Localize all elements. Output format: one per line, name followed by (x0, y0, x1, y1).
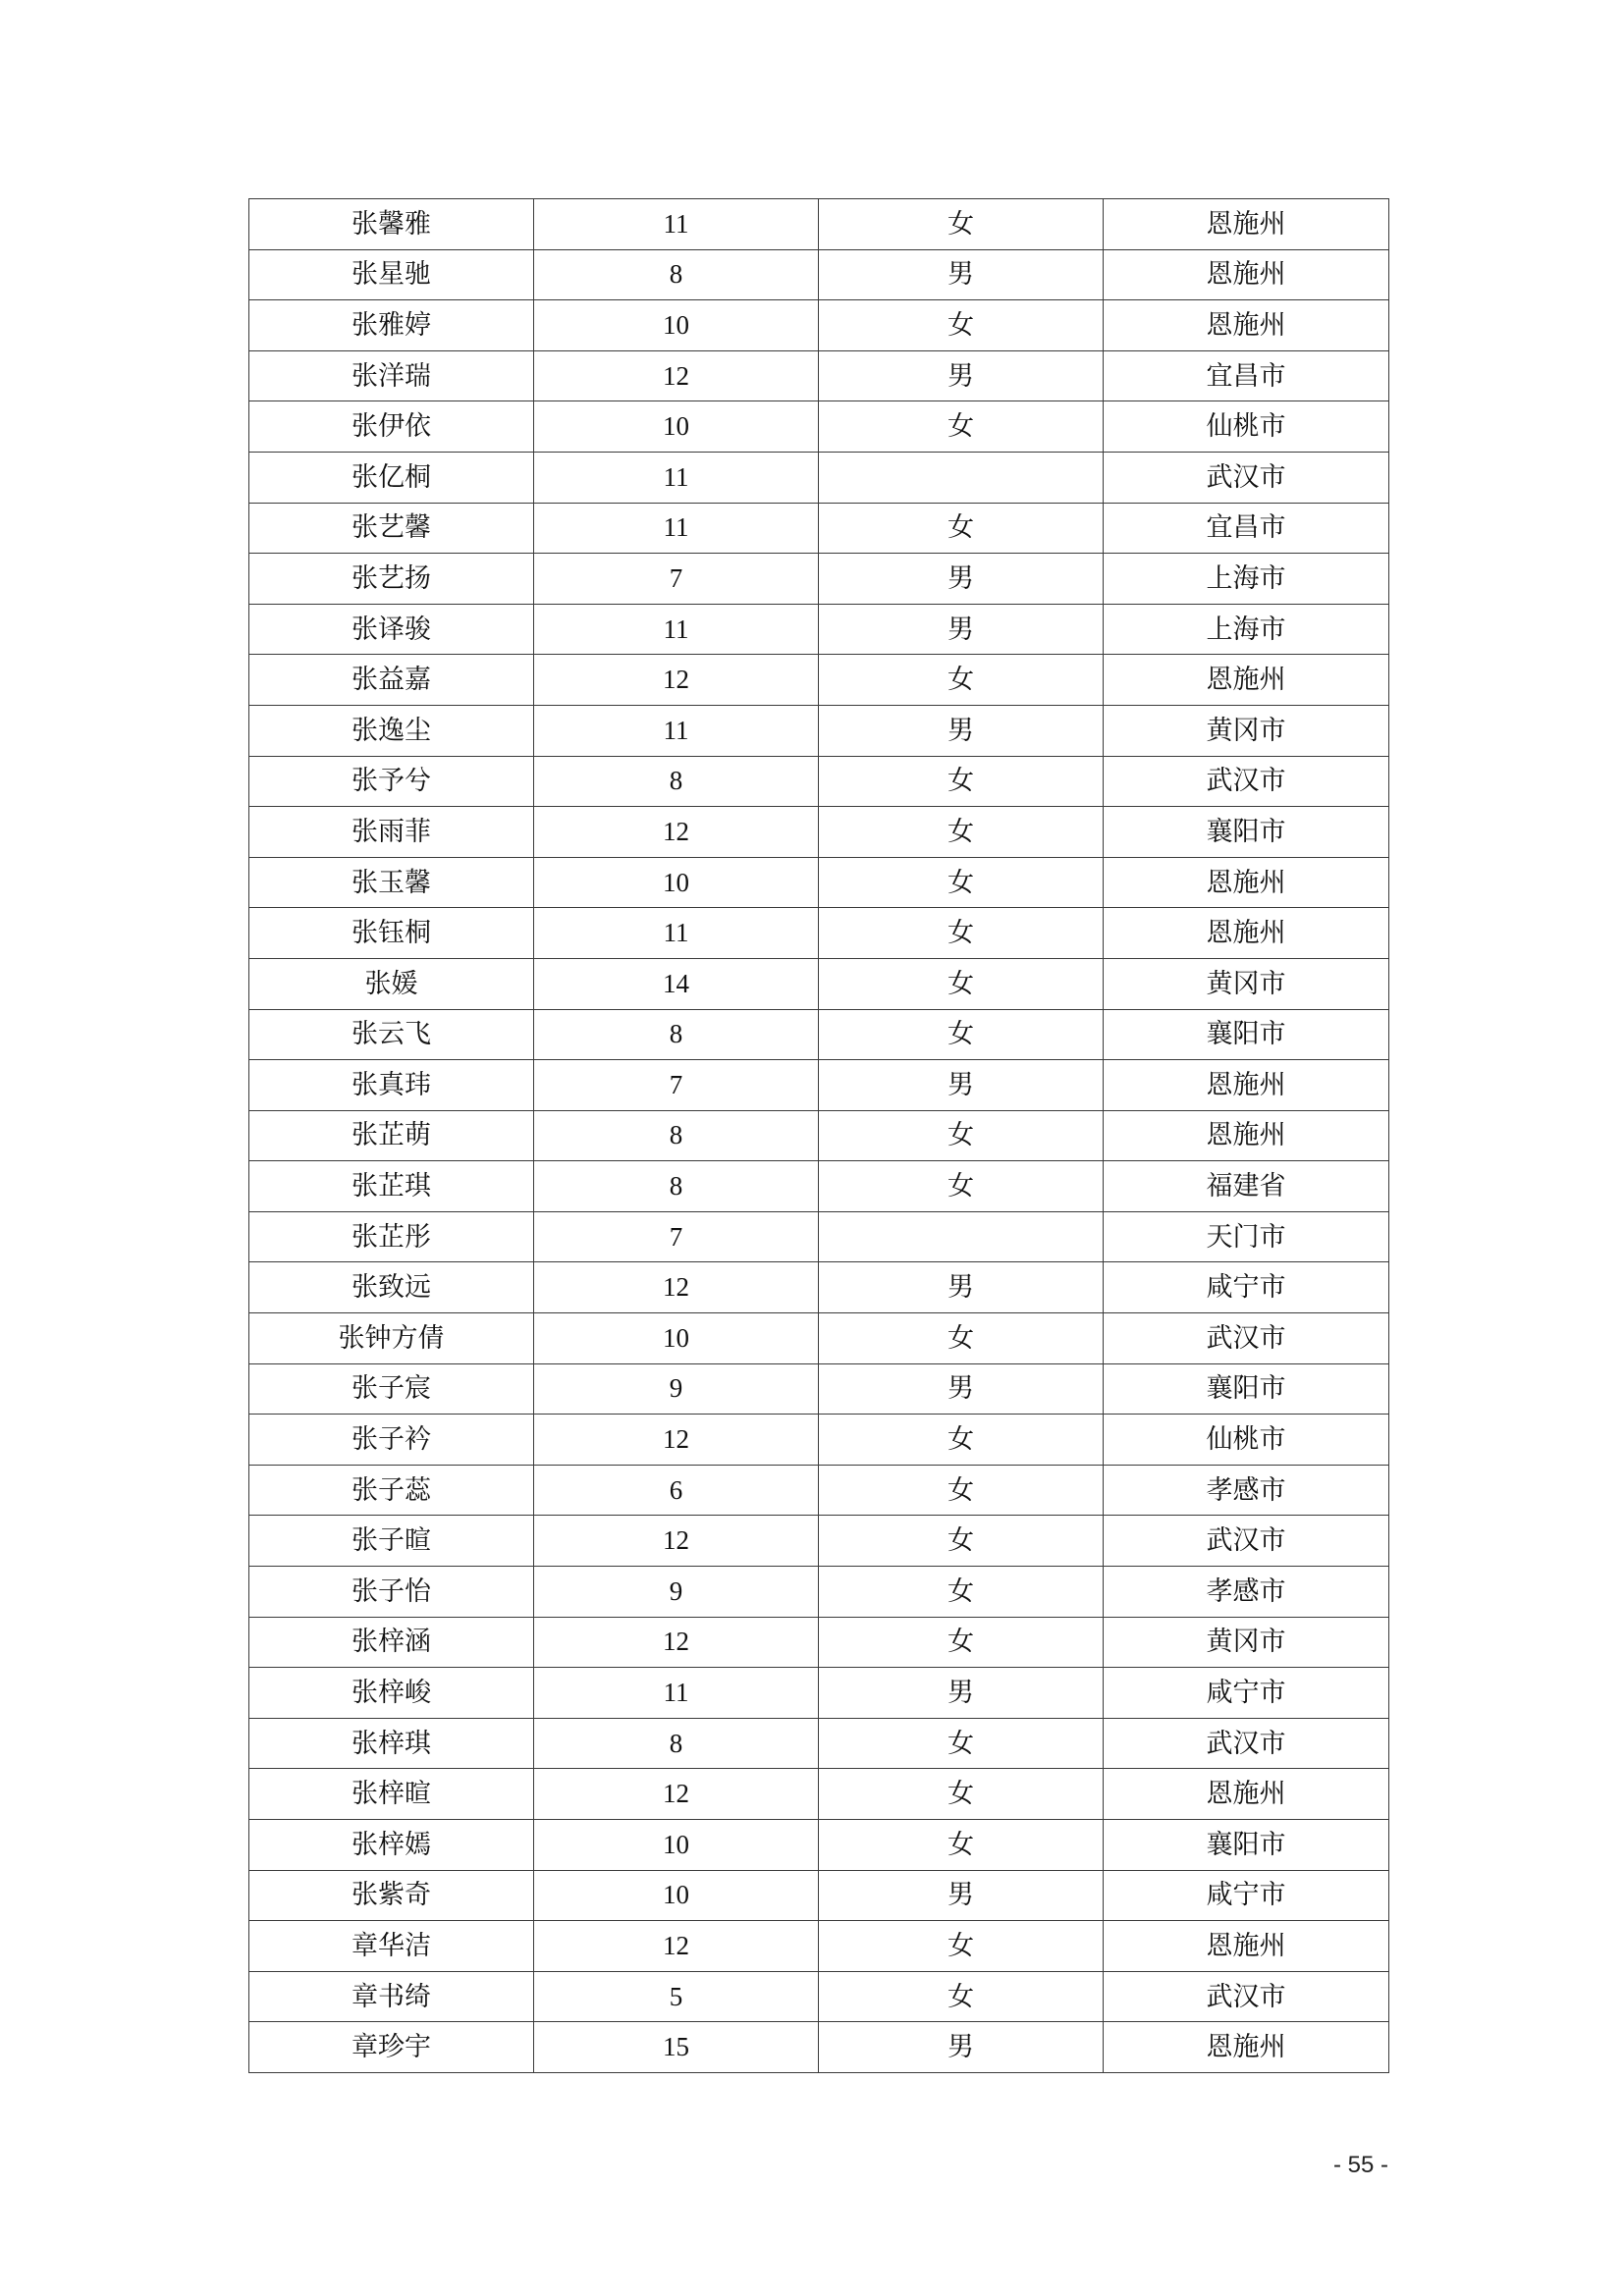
region-cell: 武汉市 (1104, 1313, 1389, 1364)
name-cell: 张星驰 (249, 249, 534, 300)
gender-cell: 女 (819, 1820, 1104, 1871)
region-cell: 武汉市 (1104, 1718, 1389, 1769)
gender-cell: 女 (819, 807, 1104, 858)
gender-cell: 女 (819, 1313, 1104, 1364)
age-cell: 8 (534, 1110, 819, 1161)
age-cell: 11 (534, 908, 819, 959)
name-cell: 张梓嫣 (249, 1820, 534, 1871)
gender-cell: 女 (819, 1465, 1104, 1516)
roster-table-body (249, 199, 1389, 2073)
region-cell: 恩施州 (1104, 908, 1389, 959)
table-row (249, 1668, 1389, 1719)
name-cell: 张芷彤 (249, 1211, 534, 1262)
gender-cell: 男 (819, 1060, 1104, 1111)
name-cell: 张梓琪 (249, 1718, 534, 1769)
gender-cell: 女 (819, 1415, 1104, 1466)
table-row (249, 908, 1389, 959)
region-cell: 上海市 (1104, 604, 1389, 655)
name-cell: 张逸尘 (249, 705, 534, 756)
table-row (249, 1465, 1389, 1516)
age-cell: 12 (534, 350, 819, 401)
age-cell: 7 (534, 554, 819, 605)
age-cell: 10 (534, 1313, 819, 1364)
name-cell: 张益嘉 (249, 655, 534, 706)
name-cell: 张子暄 (249, 1516, 534, 1567)
age-cell: 12 (534, 1516, 819, 1567)
table-row (249, 1870, 1389, 1921)
table-row (249, 199, 1389, 250)
table-row (249, 705, 1389, 756)
age-cell: 11 (534, 604, 819, 655)
region-cell: 天门市 (1104, 1211, 1389, 1262)
name-cell: 张亿桐 (249, 452, 534, 503)
name-cell: 张子宸 (249, 1363, 534, 1415)
gender-cell: 女 (819, 655, 1104, 706)
gender-cell: 女 (819, 1516, 1104, 1567)
gender-cell: 男 (819, 249, 1104, 300)
name-cell: 张雅婷 (249, 300, 534, 351)
age-cell: 12 (534, 807, 819, 858)
age-cell: 10 (534, 1870, 819, 1921)
age-cell: 12 (534, 1415, 819, 1466)
name-cell: 张译骏 (249, 604, 534, 655)
gender-cell: 女 (819, 300, 1104, 351)
region-cell: 黄冈市 (1104, 705, 1389, 756)
region-cell: 仙桃市 (1104, 1415, 1389, 1466)
age-cell: 12 (534, 1617, 819, 1668)
gender-cell: 女 (819, 1921, 1104, 1972)
age-cell: 6 (534, 1465, 819, 1516)
name-cell: 张真玮 (249, 1060, 534, 1111)
age-cell: 8 (534, 1718, 819, 1769)
gender-cell: 女 (819, 503, 1104, 554)
name-cell: 张伊依 (249, 401, 534, 453)
gender-cell: 男 (819, 554, 1104, 605)
name-cell: 张洋瑞 (249, 350, 534, 401)
name-cell: 章珍宇 (249, 2022, 534, 2073)
age-cell: 10 (534, 857, 819, 908)
gender-cell: 男 (819, 705, 1104, 756)
region-cell: 黄冈市 (1104, 958, 1389, 1009)
gender-cell: 女 (819, 857, 1104, 908)
table-row (249, 1415, 1389, 1466)
name-cell: 张芷萌 (249, 1110, 534, 1161)
name-cell: 张钰桐 (249, 908, 534, 959)
table-row (249, 401, 1389, 453)
gender-cell (819, 452, 1104, 503)
region-cell: 武汉市 (1104, 1516, 1389, 1567)
gender-cell: 女 (819, 908, 1104, 959)
table-row (249, 452, 1389, 503)
page-number: - 55 - (1332, 2152, 1388, 2178)
age-cell: 8 (534, 249, 819, 300)
table-row (249, 655, 1389, 706)
name-cell: 张雨菲 (249, 807, 534, 858)
age-cell: 9 (534, 1363, 819, 1415)
name-cell: 张梓暄 (249, 1769, 534, 1820)
region-cell: 武汉市 (1104, 452, 1389, 503)
region-cell: 孝感市 (1104, 1567, 1389, 1618)
table-row (249, 958, 1389, 1009)
age-cell: 9 (534, 1567, 819, 1618)
age-cell: 10 (534, 300, 819, 351)
gender-cell: 女 (819, 1718, 1104, 1769)
gender-cell: 女 (819, 1769, 1104, 1820)
region-cell: 福建省 (1104, 1161, 1389, 1212)
gender-cell: 女 (819, 1617, 1104, 1668)
region-cell: 恩施州 (1104, 1060, 1389, 1111)
gender-cell: 女 (819, 1567, 1104, 1618)
gender-cell: 女 (819, 401, 1104, 453)
region-cell: 恩施州 (1104, 1921, 1389, 1972)
gender-cell: 男 (819, 1262, 1104, 1313)
region-cell: 襄阳市 (1104, 1363, 1389, 1415)
age-cell: 12 (534, 1262, 819, 1313)
table-row (249, 1060, 1389, 1111)
gender-cell: 女 (819, 1161, 1104, 1212)
gender-cell (819, 1211, 1104, 1262)
region-cell: 咸宁市 (1104, 1668, 1389, 1719)
gender-cell: 女 (819, 199, 1104, 250)
region-cell: 恩施州 (1104, 1110, 1389, 1161)
table-row (249, 1718, 1389, 1769)
table-row (249, 1921, 1389, 1972)
age-cell: 8 (534, 1009, 819, 1060)
table-row (249, 554, 1389, 605)
region-cell: 襄阳市 (1104, 1009, 1389, 1060)
age-cell: 5 (534, 1971, 819, 2022)
age-cell: 8 (534, 1161, 819, 1212)
name-cell: 张梓涵 (249, 1617, 534, 1668)
gender-cell: 男 (819, 1870, 1104, 1921)
age-cell: 10 (534, 401, 819, 453)
region-cell: 恩施州 (1104, 199, 1389, 250)
region-cell: 咸宁市 (1104, 1262, 1389, 1313)
name-cell: 张紫奇 (249, 1870, 534, 1921)
gender-cell: 女 (819, 958, 1104, 1009)
table-row (249, 1009, 1389, 1060)
name-cell: 张钟方倩 (249, 1313, 534, 1364)
gender-cell: 男 (819, 350, 1104, 401)
name-cell: 张子怡 (249, 1567, 534, 1618)
age-cell: 11 (534, 503, 819, 554)
table-row (249, 1363, 1389, 1415)
age-cell: 12 (534, 1769, 819, 1820)
region-cell: 宜昌市 (1104, 503, 1389, 554)
gender-cell: 女 (819, 1971, 1104, 2022)
name-cell: 张艺馨 (249, 503, 534, 554)
age-cell: 12 (534, 1921, 819, 1972)
age-cell: 11 (534, 199, 819, 250)
table-row (249, 756, 1389, 807)
region-cell: 恩施州 (1104, 857, 1389, 908)
gender-cell: 男 (819, 1363, 1104, 1415)
name-cell: 张予兮 (249, 756, 534, 807)
name-cell: 张致远 (249, 1262, 534, 1313)
table-row (249, 807, 1389, 858)
gender-cell: 男 (819, 1668, 1104, 1719)
table-row (249, 1313, 1389, 1364)
name-cell: 张云飞 (249, 1009, 534, 1060)
table-row (249, 2022, 1389, 2073)
table-row (249, 1262, 1389, 1313)
table-row (249, 1110, 1389, 1161)
name-cell: 张梓峻 (249, 1668, 534, 1719)
region-cell: 武汉市 (1104, 1971, 1389, 2022)
region-cell: 宜昌市 (1104, 350, 1389, 401)
age-cell: 11 (534, 1668, 819, 1719)
region-cell: 襄阳市 (1104, 807, 1389, 858)
name-cell: 张子衿 (249, 1415, 534, 1466)
table-row (249, 249, 1389, 300)
table-row (249, 300, 1389, 351)
region-cell: 恩施州 (1104, 300, 1389, 351)
age-cell: 7 (534, 1211, 819, 1262)
table-row (249, 350, 1389, 401)
roster-table-container (248, 198, 1388, 2073)
age-cell: 12 (534, 655, 819, 706)
table-row (249, 1971, 1389, 2022)
name-cell: 张子蕊 (249, 1465, 534, 1516)
age-cell: 11 (534, 705, 819, 756)
roster-table (248, 198, 1389, 2073)
table-row (249, 1516, 1389, 1567)
age-cell: 7 (534, 1060, 819, 1111)
name-cell: 章华洁 (249, 1921, 534, 1972)
name-cell: 张媛 (249, 958, 534, 1009)
region-cell: 恩施州 (1104, 249, 1389, 300)
age-cell: 8 (534, 756, 819, 807)
gender-cell: 男 (819, 2022, 1104, 2073)
region-cell: 孝感市 (1104, 1465, 1389, 1516)
region-cell: 襄阳市 (1104, 1820, 1389, 1871)
gender-cell: 女 (819, 756, 1104, 807)
table-row (249, 1211, 1389, 1262)
region-cell: 上海市 (1104, 554, 1389, 605)
region-cell: 仙桃市 (1104, 401, 1389, 453)
name-cell: 张艺扬 (249, 554, 534, 605)
gender-cell: 女 (819, 1110, 1104, 1161)
name-cell: 张芷琪 (249, 1161, 534, 1212)
table-row (249, 1769, 1389, 1820)
age-cell: 15 (534, 2022, 819, 2073)
region-cell: 恩施州 (1104, 655, 1389, 706)
age-cell: 14 (534, 958, 819, 1009)
table-row (249, 857, 1389, 908)
gender-cell: 女 (819, 1009, 1104, 1060)
region-cell: 咸宁市 (1104, 1870, 1389, 1921)
region-cell: 恩施州 (1104, 1769, 1389, 1820)
gender-cell: 男 (819, 604, 1104, 655)
table-row (249, 1567, 1389, 1618)
name-cell: 章书绮 (249, 1971, 534, 2022)
age-cell: 11 (534, 452, 819, 503)
region-cell: 黄冈市 (1104, 1617, 1389, 1668)
name-cell: 张馨雅 (249, 199, 534, 250)
table-row (249, 1820, 1389, 1871)
region-cell: 恩施州 (1104, 2022, 1389, 2073)
table-row (249, 1161, 1389, 1212)
table-row (249, 503, 1389, 554)
age-cell: 10 (534, 1820, 819, 1871)
name-cell: 张玉馨 (249, 857, 534, 908)
region-cell: 武汉市 (1104, 756, 1389, 807)
table-row (249, 1617, 1389, 1668)
table-row (249, 604, 1389, 655)
